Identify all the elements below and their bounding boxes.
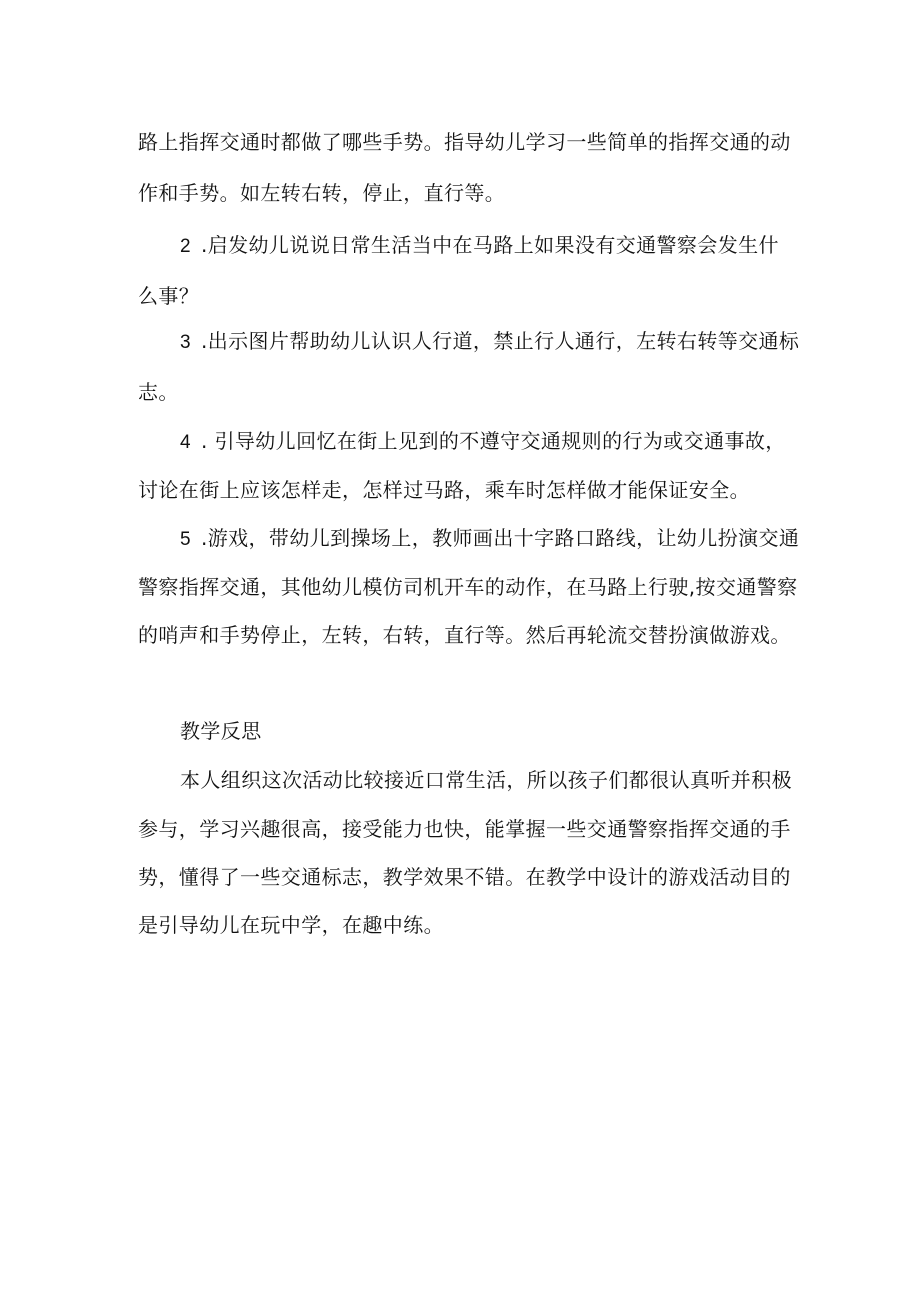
- reflection-line4: 是引导幼儿在玩中学，在趣中练。: [138, 913, 444, 937]
- reflection-line1: 本人组织这次活动比较接近口常生活，所以孩子们都很认真听并积极: [180, 768, 792, 792]
- item2-line2: 么事？: [138, 284, 200, 308]
- reflection-heading: 教学反思: [180, 719, 262, 743]
- item3-text: .出示图片帮助幼儿认识人行道，禁止行人通行，左转右转等交通标: [200, 329, 800, 353]
- para1-line1: 路上指挥交通时都做了哪些手势。指导幼儿学习一些简单的指挥交通的动: [138, 130, 791, 154]
- para1-line2: 作和手势。如左转右转，停止，直行等。: [138, 181, 506, 205]
- item4-number: 4: [180, 432, 191, 453]
- item5-number: 5: [180, 529, 191, 550]
- item5-line2: 警察指挥交通，其他幼儿模仿司机开车的动作，在马路上行驶,按交通警察: [138, 575, 798, 599]
- item2-text: .启发幼儿说说日常生活当中在马路上如果没有交通警察会发生什: [200, 233, 779, 257]
- item5-line1: [180, 524, 799, 554]
- item5-line3: 的哨声和手势停止，左转，右转，直行等。然后再轮流交替扮演做游戏。: [138, 623, 791, 647]
- item4-line2: 讨论在街上应该怎样走，怎样过马路，乘车时怎样做才能保证安全。: [138, 478, 750, 502]
- reflection-line2: 参与，学习兴趣很高，接受能力也快，能掌握一些交通警察指挥交通的手: [138, 817, 791, 841]
- item4-line1: [180, 427, 786, 457]
- item5-text: .游戏，带幼儿到操场上，教师画出十字路口路线，让幼儿扮演交通: [200, 526, 800, 550]
- item4-text: . 引导幼儿回忆在街上见到的不遵守交通规则的行为或交通事故，: [200, 429, 786, 453]
- item3-number: 3: [180, 332, 191, 353]
- reflection-line3: 势，懂得了一些交通标志，教学效果不错。在教学中设计的游戏活动目的: [138, 865, 791, 889]
- item2-line1: [180, 231, 779, 261]
- item3-line2: 志。: [138, 380, 179, 404]
- item2-number: 2: [180, 236, 191, 257]
- item3-line1: [180, 327, 799, 357]
